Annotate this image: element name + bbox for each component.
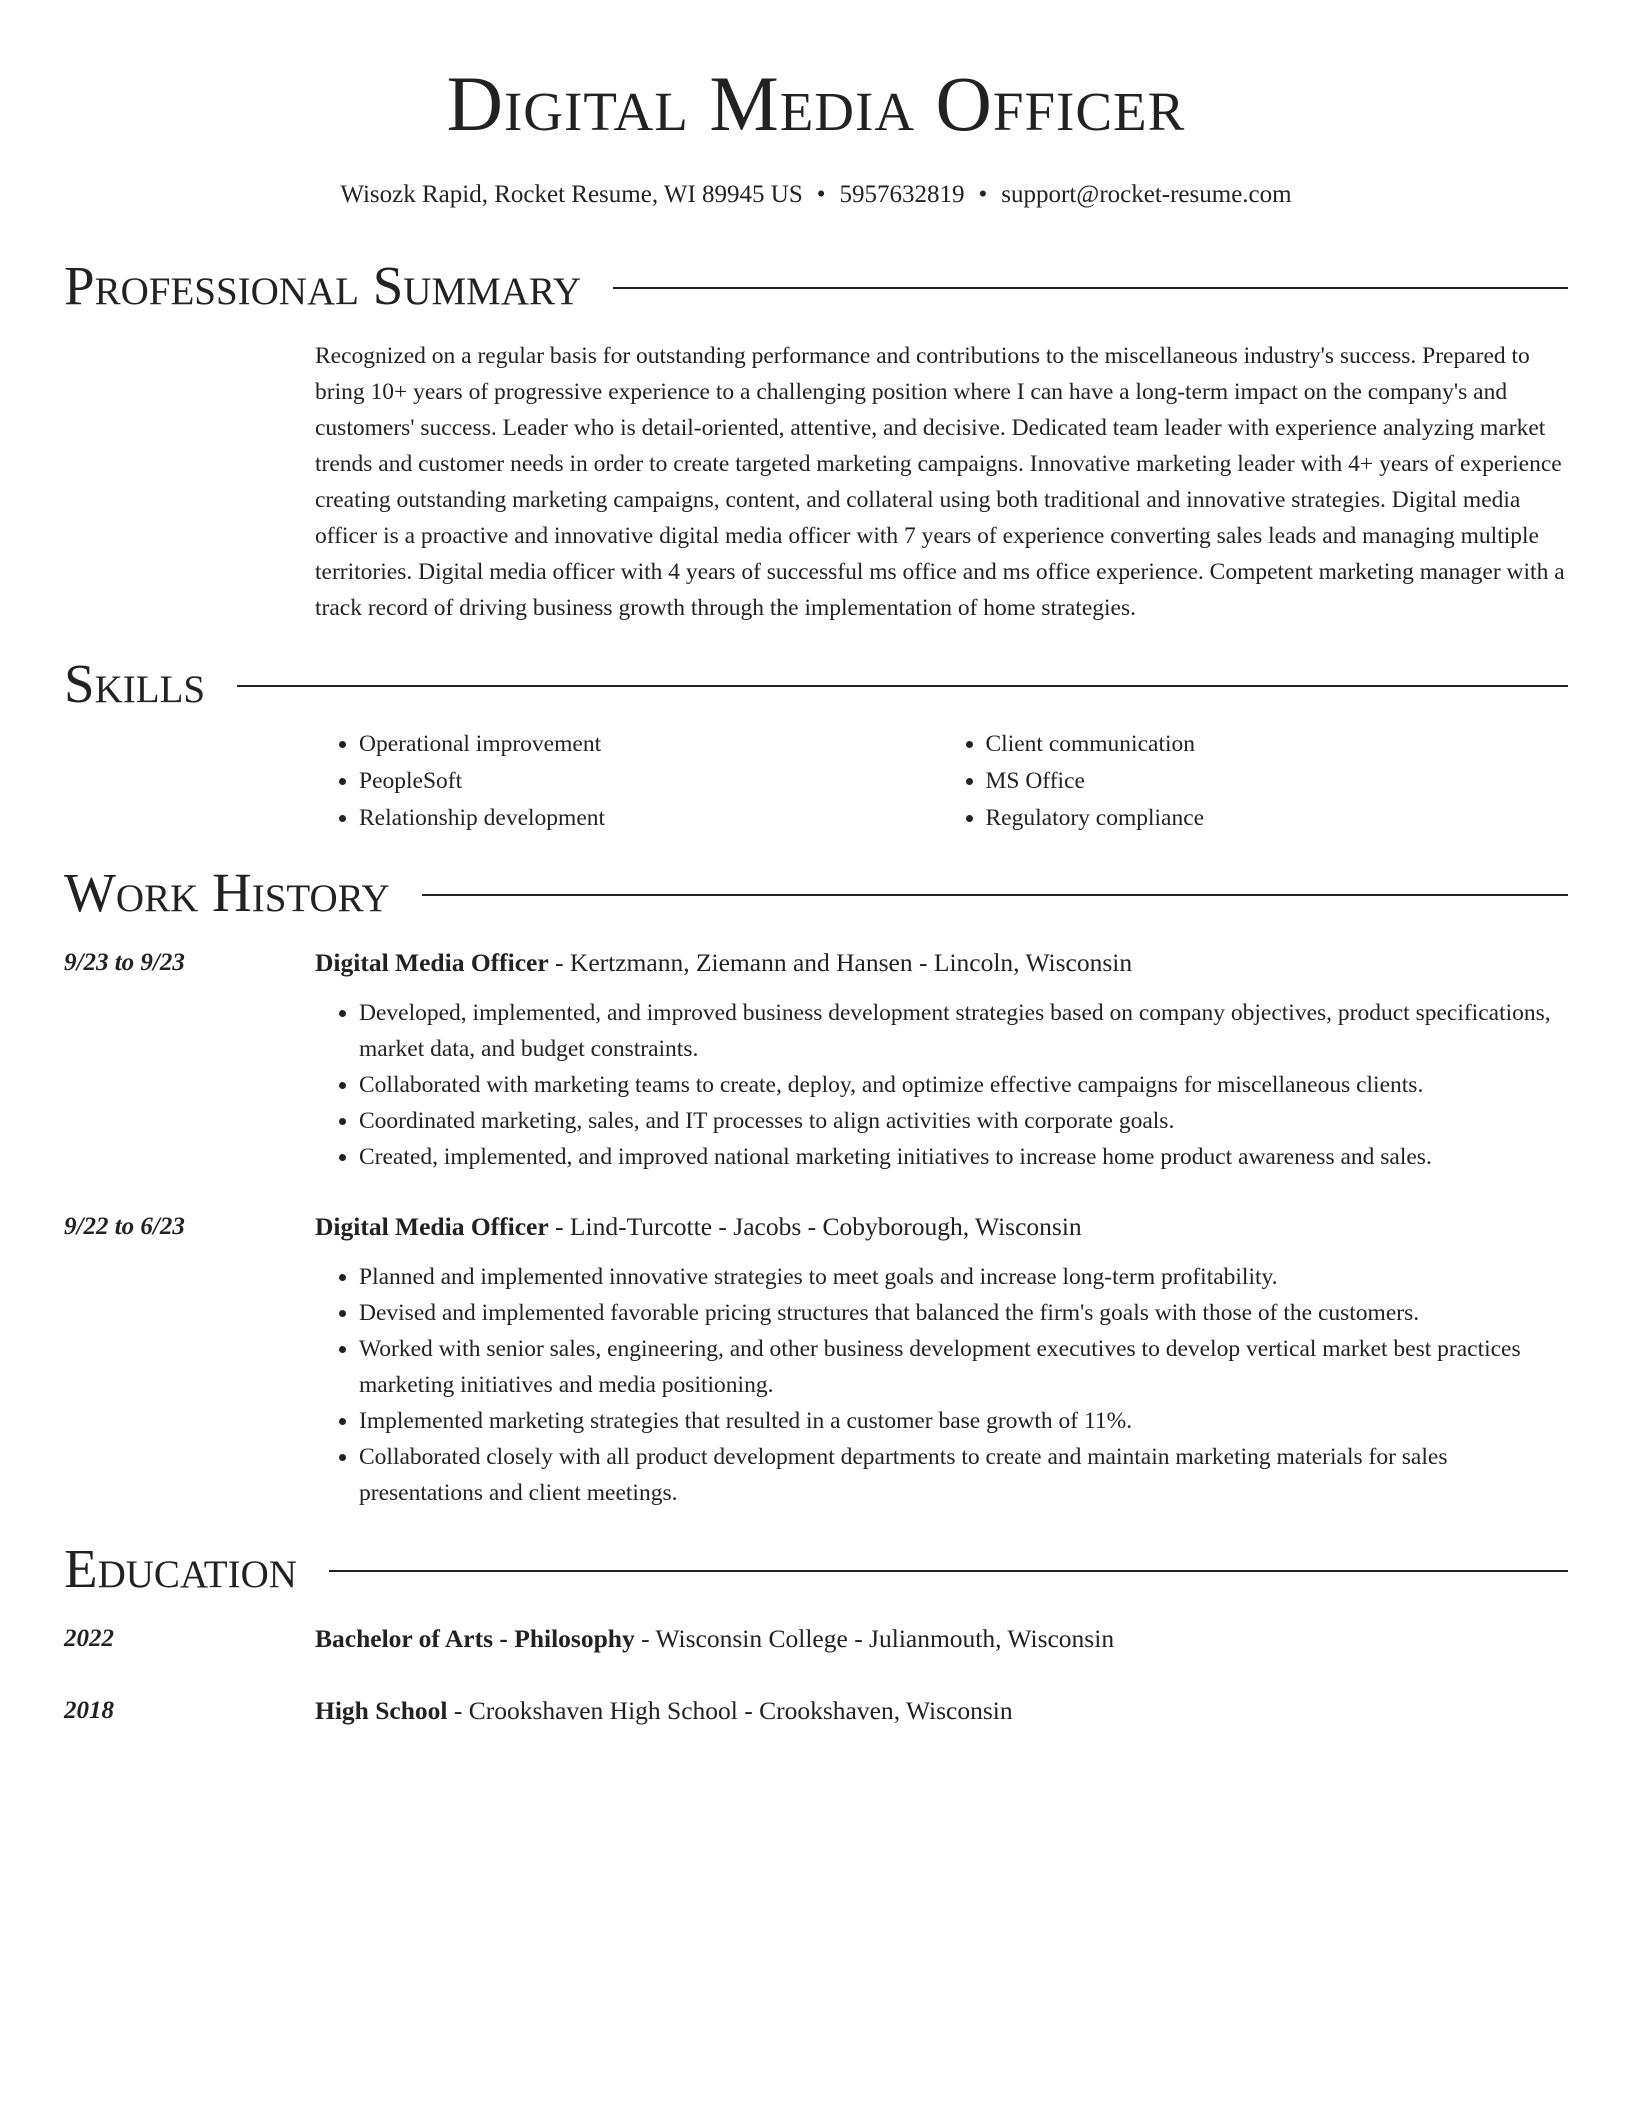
skill-item: • Operational improvement [359, 726, 942, 763]
skills-section-title: Skills [64, 653, 206, 714]
job-bullet: • Devised and implemented favorable pricing structures that balanced the firm's goals with those of the customers. [359, 1295, 1568, 1331]
education-degree: High School [315, 1696, 448, 1725]
skill-item: • Regulatory compliance [986, 800, 1569, 837]
job-bullets [315, 1259, 1568, 1511]
work-section-header [64, 863, 1568, 923]
job-title: Digital Media Officer [315, 1212, 549, 1241]
job-entry [64, 1209, 1568, 1511]
contact-address: Wisozk Rapid, Rocket Resume, WI 89945 US [340, 181, 803, 208]
education-body [315, 1621, 1568, 1657]
section-divider [237, 685, 1568, 687]
job-title: Digital Media Officer [315, 948, 549, 977]
job-bullet: • Implemented marketing strategies that resulted in a customer base growth of 11%. [359, 1403, 1568, 1439]
job-bullet: • Collaborated closely with all product development departments to create and maintain marketing materials for sales presentations and client meetings. [359, 1439, 1568, 1511]
job-heading [315, 945, 1568, 981]
section-divider [329, 1570, 1568, 1572]
job-body [315, 1209, 1568, 1511]
summary-section-title: Professional Summary [64, 255, 582, 316]
skills-section-header [64, 654, 1568, 714]
contact-separator: • [978, 181, 988, 208]
contact-line [64, 180, 1568, 210]
section-divider [422, 894, 1568, 896]
job-dates: 9/22 to 6/23 [64, 1213, 185, 1240]
job-entry [64, 945, 1568, 1175]
contact-separator: • [816, 181, 826, 208]
job-bullet: • Planned and implemented innovative strategies to meet goals and increase long-term profitability. [359, 1259, 1568, 1295]
job-heading [315, 1209, 1568, 1245]
education-school: - Crookshaven High School - Crookshaven, Wisconsin [447, 1696, 1013, 1725]
job-bullet: • Developed, implemented, and improved business development strategies based on company objectives, product specifications, market data, and budget constraints. [359, 995, 1568, 1067]
job-dates: 9/23 to 9/23 [64, 949, 185, 976]
education-year: 2018 [64, 1697, 114, 1724]
education-heading [315, 1693, 1568, 1729]
education-year: 2022 [64, 1625, 114, 1652]
education-section-title: Education [64, 1538, 297, 1599]
job-bullets [315, 995, 1568, 1175]
education-school: - Wisconsin College - Julianmouth, Wisconsin [634, 1624, 1115, 1653]
job-bullet: • Worked with senior sales, engineering, and other business development executives to develop vertical market best practices marketing initiatives and media positioning. [359, 1331, 1568, 1403]
work-section-title: Work History [64, 862, 390, 923]
skill-item: • Relationship development [359, 800, 942, 837]
job-bullet: • Created, implemented, and improved national marketing initiatives to increase home product awareness and sales. [359, 1139, 1568, 1175]
education-entry [64, 1693, 1568, 1729]
summary-section-header [64, 256, 1568, 316]
contact-email: support@rocket-resume.com [1001, 181, 1292, 208]
skill-item: • MS Office [986, 763, 1569, 800]
skills-column-left [315, 726, 942, 837]
job-bullet: • Collaborated with marketing teams to create, deploy, and optimize effective campaigns for miscellaneous clients. [359, 1067, 1568, 1103]
contact-phone: 5957632819 [839, 181, 965, 208]
education-heading [315, 1621, 1568, 1657]
summary-text: Recognized on a regular basis for outstanding performance and contributions to the miscellaneous industry's success. Prepared to bring 10+ years of progressive experience to a challenging position where I can have a long-term impact on the company's and customers' success. Leader who is detail-oriented, attentive, and decisive. Dedicated team leader with experience analyzing market trends and customer needs in order to create targeted marketing campaigns. Innovative marketing leader with 4+ years of experience creating outstanding marketing campaigns, content, and collateral using both traditional and innovative strategies. Digital media officer is a proactive and innovative digital media officer with 7 years of experience converting sales leads and managing multiple territories. Digital media officer with 4 years of successful ms office and ms office experience. Competent marketing manager with a track record of driving business growth through the implementation of home strategies. [315, 343, 1565, 621]
skills-column-right [942, 726, 1569, 837]
education-body [315, 1693, 1568, 1729]
skills-list [315, 726, 1568, 837]
candidate-name: Digital Media Officer [446, 60, 1186, 147]
skill-item: • Client communication [986, 726, 1569, 763]
job-employer: - Kertzmann, Ziemann and Hansen - Lincoln, Wisconsin [548, 948, 1133, 977]
education-section-header [64, 1539, 1568, 1599]
job-employer: - Lind-Turcotte - Jacobs - Cobyborough, Wisconsin [548, 1212, 1082, 1241]
skill-item: • PeopleSoft [359, 763, 942, 800]
education-entry [64, 1621, 1568, 1657]
work-history [64, 945, 1568, 1511]
education-list [64, 1621, 1568, 1729]
job-bullet: • Coordinated marketing, sales, and IT processes to align activities with corporate goals. [359, 1103, 1568, 1139]
section-divider [613, 287, 1568, 289]
job-body [315, 945, 1568, 1175]
education-degree: Bachelor of Arts - Philosophy [315, 1624, 635, 1653]
